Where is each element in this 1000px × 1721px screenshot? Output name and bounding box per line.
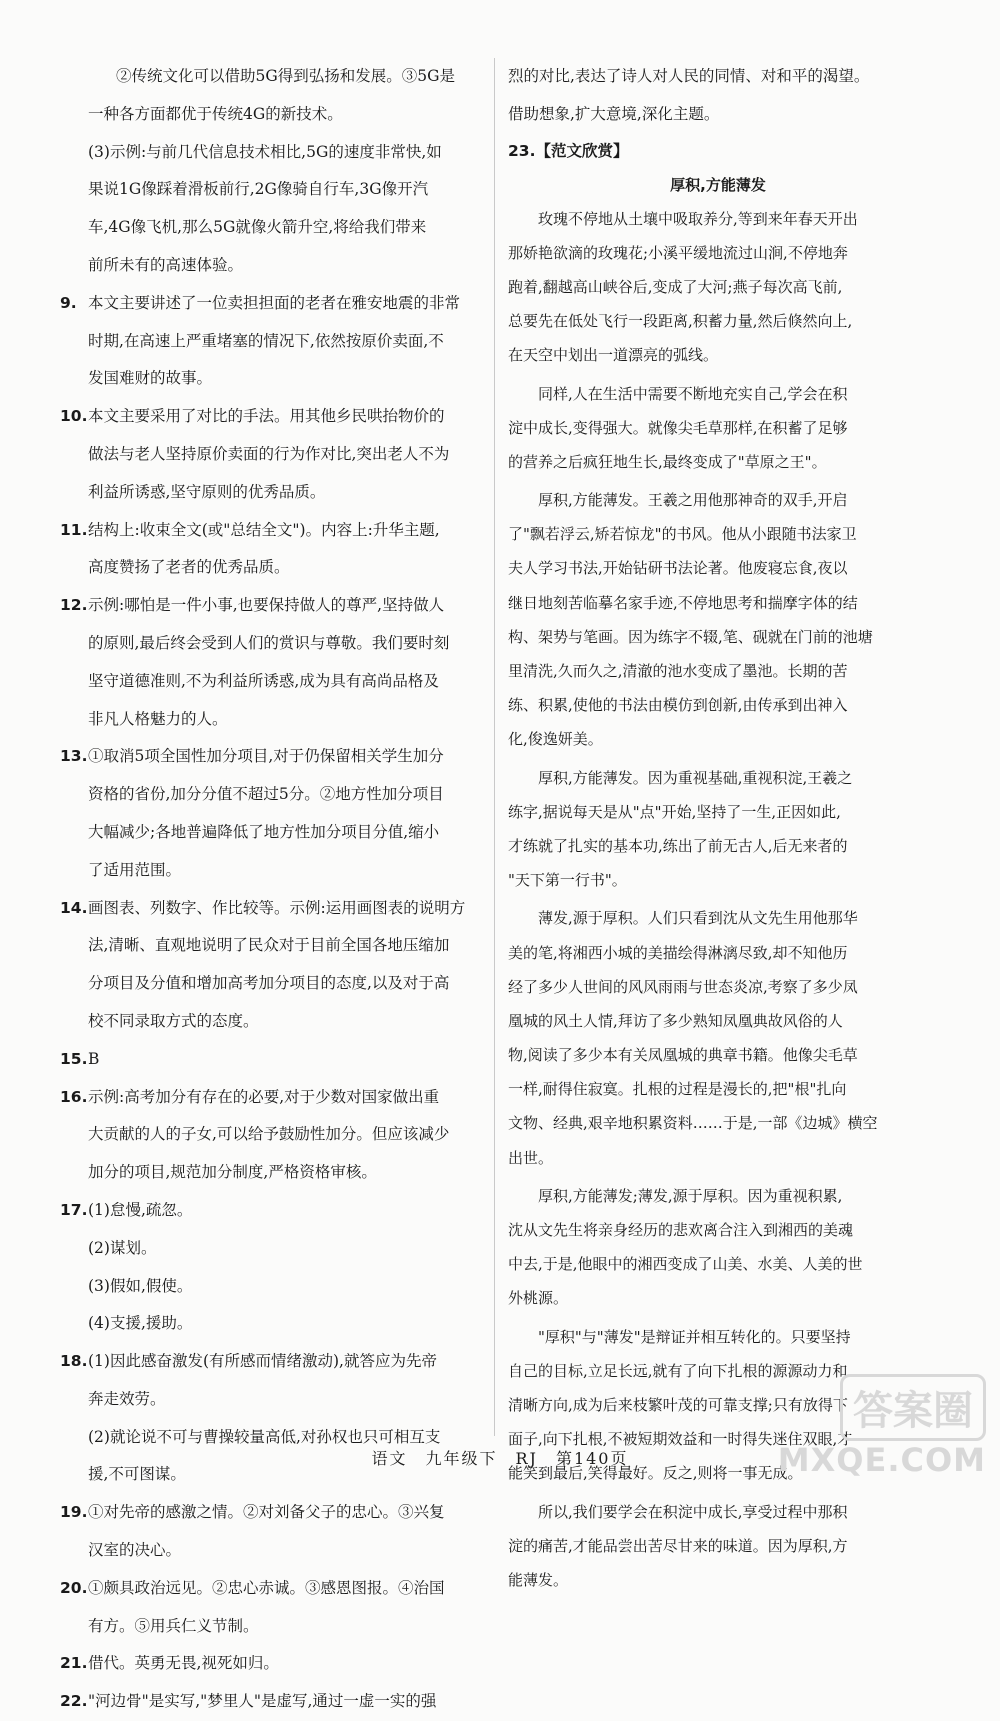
answer-item <box>60 512 480 588</box>
answer-number: 15. <box>60 1049 88 1068</box>
essay-line: 化,俊逸妍美。 <box>508 730 603 749</box>
answer-line: 大幅减少;各地普遍降低了地方性加分项目分值,缩小 <box>88 822 440 841</box>
answer-line: 汉室的决心。 <box>88 1541 182 1560</box>
answer-item <box>508 58 928 96</box>
answer-item <box>60 587 480 738</box>
essay-line: 厚积,方能薄发。因为重视基础,重视积淀,王羲之 <box>538 768 853 787</box>
answer-line: 本文主要讲述了一位卖担担面的老者在雅安地震的非常 <box>88 293 461 312</box>
answer-line: (3)示例:与前几代信息技术相比,5G的速度非常快,如 <box>88 142 442 161</box>
answer-line: 一种各方面都优于传统4G的新技术。 <box>88 104 343 123</box>
essay-line: 出世。 <box>508 1148 554 1167</box>
answer-line: (3)假如,假使。 <box>88 1276 193 1295</box>
answer-item <box>60 398 480 511</box>
answer-text <box>88 1041 480 1079</box>
essay-line: 厚积,方能薄发;薄发,源于厚积。因为重视积累, <box>538 1186 843 1205</box>
answer-line: 法,清晰、直观地说明了民众对于目前全国各地压缩加 <box>88 936 450 955</box>
essay-line: 凰城的风土人情,拜访了多少熟知凤凰典故风俗的人 <box>508 1011 843 1030</box>
essay-line: 那娇艳欲滴的玫瑰花;小溪平缓地流过山涧,不停地奔 <box>508 243 848 262</box>
essay-line: 薄发,源于厚积。人们只看到沈从文先生用他那华 <box>538 909 858 928</box>
answer-number: 11. <box>60 520 88 539</box>
answer-item <box>60 58 480 134</box>
essay-line: 玫瑰不停地从土壤中吸取养分,等到来年春天开出 <box>538 209 858 228</box>
essay-line: 沈从文先生将亲身经历的悲欢离合注入到湘西的美魂 <box>508 1221 854 1240</box>
answer-number <box>60 134 88 285</box>
essay-paragraph <box>508 761 928 898</box>
answer-line: 借助想象,扩大意境,深化主题。 <box>508 104 720 123</box>
page-footer: 语文 九年级下 RJ 第140页 <box>371 1449 629 1468</box>
answer-item <box>60 1192 480 1343</box>
right-column <box>508 58 928 1597</box>
essay-line: 淀中成长,变得强大。就像尖毛草那样,在积蓄了足够 <box>508 418 848 437</box>
essay-line: 外桃源。 <box>508 1289 569 1308</box>
answer-item <box>60 1079 480 1192</box>
answer-number: 17. <box>60 1200 88 1219</box>
essay-line: 了"飘若浮云,矫若惊龙"的书风。他从小跟随书法家卫 <box>508 525 857 544</box>
essay-line: "厚积"与"薄发"是辩证并相互转化的。只要坚持 <box>538 1327 851 1346</box>
essay-line: 才练就了扎实的基本功,练出了前无古人,后无来者的 <box>508 836 848 855</box>
answer-line: 校不同录取方式的态度。 <box>88 1011 259 1030</box>
essay-line: 总要先在低处飞行一段距离,积蓄力量,然后倏然向上, <box>508 312 853 331</box>
essay-line: 里清洗,久而久之,清澈的池水变成了墨池。长期的苦 <box>508 662 848 681</box>
answer-line: ①对先帝的感激之情。②对刘备父子的忠心。③兴复 <box>88 1503 445 1522</box>
essay-line: 经了多少人世间的风风雨雨与世态炎凉,考察了多少凤 <box>508 977 858 996</box>
answer-text <box>508 58 928 96</box>
answer-line: 车,4G像飞机,那么5G就像火箭升空,将给我们带来 <box>88 218 427 237</box>
answer-text <box>88 738 480 889</box>
essay-line: 能笑到最后,笑得最好。反之,则将一事无成。 <box>508 1464 803 1483</box>
answer-number: 20. <box>60 1578 88 1597</box>
essay-line: 自己的目标,立足长远,就有了向下扎根的源源动力和 <box>508 1361 848 1380</box>
answer-text <box>88 512 480 588</box>
answer-number: 21. <box>60 1654 88 1673</box>
watermark <box>778 1374 986 1479</box>
essay-paragraph <box>508 1179 928 1316</box>
answer-line: 有方。⑤用兵仁义节制。 <box>88 1616 259 1635</box>
answer-line: 加分的项目,规范加分制度,严格资格审核。 <box>88 1163 377 1182</box>
essay-line: 一样,耐得住寂寞。扎根的过程是漫长的,把"根"扎向 <box>508 1080 847 1099</box>
answer-text <box>508 96 928 134</box>
answer-text <box>88 1494 480 1570</box>
answer-line: 前所未有的高速体验。 <box>88 255 244 274</box>
answer-text <box>88 587 480 738</box>
answer-item <box>60 285 480 398</box>
answer-item <box>60 134 480 285</box>
answer-line: 示例:哪怕是一件小事,也要保持做人的尊严,坚持做人 <box>88 596 445 615</box>
essay-line: 夫人学习书法,开始钻研书法论著。他废寝忘食,夜以 <box>508 559 848 578</box>
left-column <box>60 58 480 1721</box>
essay-line: 面子,向下扎根,不被短期效益和一时得失迷住双眼,才 <box>508 1430 853 1449</box>
answer-number: 10. <box>60 407 88 426</box>
answer-item <box>60 1494 480 1570</box>
essay-line: 能薄发。 <box>508 1570 569 1589</box>
answer-text <box>88 1079 480 1192</box>
answer-number: 19. <box>60 1503 88 1522</box>
essay-line: 继日地刻苦临摹名家手迹,不停地思考和揣摩字体的结 <box>508 593 858 612</box>
answer-line: B <box>88 1049 100 1068</box>
answer-number: 9. <box>60 293 77 312</box>
answer-text <box>88 285 480 398</box>
answer-line: 果说1G像踩着滑板前行,2G像骑自行车,3G像开汽 <box>88 180 429 199</box>
answer-number: 18. <box>60 1352 88 1371</box>
answer-line: 示例:高考加分有存在的必要,对于少数对国家做出重 <box>88 1087 440 1106</box>
answer-text <box>88 134 480 285</box>
answer-line: 做法与老人坚持原价卖面的行为作对比,突出老人不为 <box>88 444 450 463</box>
column-divider <box>494 58 495 1436</box>
answer-text <box>88 1192 480 1343</box>
answer-number: 16. <box>60 1087 88 1106</box>
answer-line: 奔走效劳。 <box>88 1389 166 1408</box>
answer-line: ①取消5项全国性加分项目,对于仍保留相关学生加分 <box>88 747 444 766</box>
essay-line: 跑着,翻越高山峡谷后,变成了大河;燕子每次高飞前, <box>508 277 843 296</box>
answer-line: 利益所诱惑,坚守原则的优秀品质。 <box>88 482 326 501</box>
answer-line: 的原则,最后终会受到人们的赏识与尊敬。我们要时刻 <box>88 633 450 652</box>
answer-line: 烈的对比,表达了诗人对人民的同情、对和平的渴望。 <box>508 67 870 85</box>
essay-line: 在天空中划出一道漂亮的弧线。 <box>508 346 719 365</box>
answer-line: ①颇具政治远见。②忠心赤诚。③感恩图报。④治国 <box>88 1578 445 1597</box>
answer-number: 14. <box>60 898 88 917</box>
answer-line: (1)因此感奋激发(有所感而情绪激动),就答应为先帝 <box>88 1352 437 1371</box>
answer-item <box>60 890 480 1041</box>
answer-text <box>88 1683 480 1721</box>
essay-title: 厚积,方能薄发 <box>670 175 766 194</box>
answer-line: 分项目及分值和增加高考加分项目的态度,以及对于高 <box>88 974 450 993</box>
essay-line: 厚积,方能薄发。王羲之用他那神奇的双手,开启 <box>538 491 848 510</box>
answer-item <box>60 1683 480 1721</box>
essay-line: 淀的痛苦,才能品尝出苦尽甘来的味道。因为厚积,方 <box>508 1536 848 1555</box>
essay-paragraph <box>508 377 928 480</box>
answer-number: 12. <box>60 596 88 615</box>
essay-paragraph <box>508 483 928 757</box>
answer-line: 坚守道德准则,不为利益所诱惑,成为具有高尚品格及 <box>88 671 439 690</box>
answer-item <box>60 738 480 889</box>
answer-item <box>60 1570 480 1646</box>
essay-paragraph <box>508 202 928 373</box>
answer-item <box>508 96 928 134</box>
watermark-logo: 答案圈 <box>840 1374 986 1441</box>
essay-paragraph <box>508 1495 928 1598</box>
q22-continuation <box>508 58 928 134</box>
answer-text <box>88 58 480 134</box>
answer-line: 高度赞扬了老者的优秀品质。 <box>88 558 290 577</box>
answer-line: (2)谋划。 <box>88 1238 157 1257</box>
essay-line: "天下第一行书"。 <box>508 871 627 890</box>
answer-line: (4)支援,援助。 <box>88 1314 193 1333</box>
essay-line: 练、积累,使他的书法由模仿到创新,由传承到出神入 <box>508 696 848 715</box>
essay-line: 练字,据说每天是从"点"开始,坚持了一生,正因如此, <box>508 802 841 821</box>
essay-line: 文物、经典,艰辛地积累资料……于是,一部《边城》横空 <box>508 1114 878 1133</box>
essay-line: 清晰方向,成为后来枝繁叶茂的可靠支撑;只有放得下 <box>508 1395 848 1414</box>
essay-line: 的营养之后疯狂地生长,最终变成了"草原之王"。 <box>508 452 827 471</box>
answer-number: 22. <box>60 1692 88 1711</box>
answer-text <box>88 890 480 1041</box>
watermark-url: MXQE.COM <box>777 1441 986 1479</box>
answer-line: 时期,在高速上严重堵塞的情况下,依然按原价卖面,不 <box>88 331 444 350</box>
answer-line: ②传统文化可以借助5G得到弘扬和发展。③5G是 <box>116 67 455 85</box>
answer-line: 本文主要采用了对比的手法。用其他乡民哄抬物价的 <box>88 407 445 426</box>
answer-item <box>60 1041 480 1079</box>
answer-line: 了适用范围。 <box>88 860 182 879</box>
answer-line: (1)怠慢,疏忽。 <box>88 1200 193 1219</box>
answer-text <box>88 1343 480 1494</box>
essay-line: 美的笔,将湘西小城的美描绘得淋漓尽致,却不知他历 <box>508 943 848 962</box>
answer-line: 画图表、列数字、作比较等。示例:运用画图表的说明方 <box>88 898 466 917</box>
essay-paragraph <box>508 901 928 1175</box>
answer-line: 发国难财的故事。 <box>88 369 213 388</box>
answer-line: (2)就论说不可与曹操较量高低,对孙权也只可相互支 <box>88 1427 441 1446</box>
answer-text <box>88 1570 480 1646</box>
answer-text <box>88 1645 480 1683</box>
q23-heading: 23.【范文欣赏】 <box>508 141 629 160</box>
answer-line: 借代。英勇无畏,视死如归。 <box>88 1654 279 1673</box>
essay-line: 所以,我们要学会在积淀中成长,享受过程中那积 <box>538 1502 848 1521</box>
answer-item <box>60 1343 480 1494</box>
answer-number <box>60 58 88 134</box>
answer-line: 结构上:收束全文(或"总结全文")。内容上:升华主题, <box>88 520 440 539</box>
answer-number: 13. <box>60 747 88 766</box>
answer-item <box>60 1645 480 1683</box>
answer-line: 大贡献的人的子女,可以给予鼓励性加分。但应该减少 <box>88 1125 450 1144</box>
answer-line: "河边骨"是实写,"梦里人"是虚写,通过一虚一实的强 <box>88 1692 437 1711</box>
answer-line: 援,不可图谋。 <box>88 1465 186 1484</box>
answer-line: 非凡人格魅力的人。 <box>88 709 228 728</box>
essay-line: 构、架势与笔画。因为练字不辍,笔、砚就在门前的池塘 <box>508 627 873 646</box>
essay-line: 同样,人在生活中需要不断地充实自己,学会在积 <box>538 384 848 403</box>
answer-text <box>88 398 480 511</box>
answer-line: 资格的省份,加分分值不超过5分。②地方性加分项目 <box>88 785 444 804</box>
essay-line: 物,阅读了多少本有关凤凰城的典章书籍。他像尖毛草 <box>508 1046 858 1065</box>
essay-line: 中去,于是,他眼中的湘西变成了山美、水美、人美的世 <box>508 1255 863 1274</box>
